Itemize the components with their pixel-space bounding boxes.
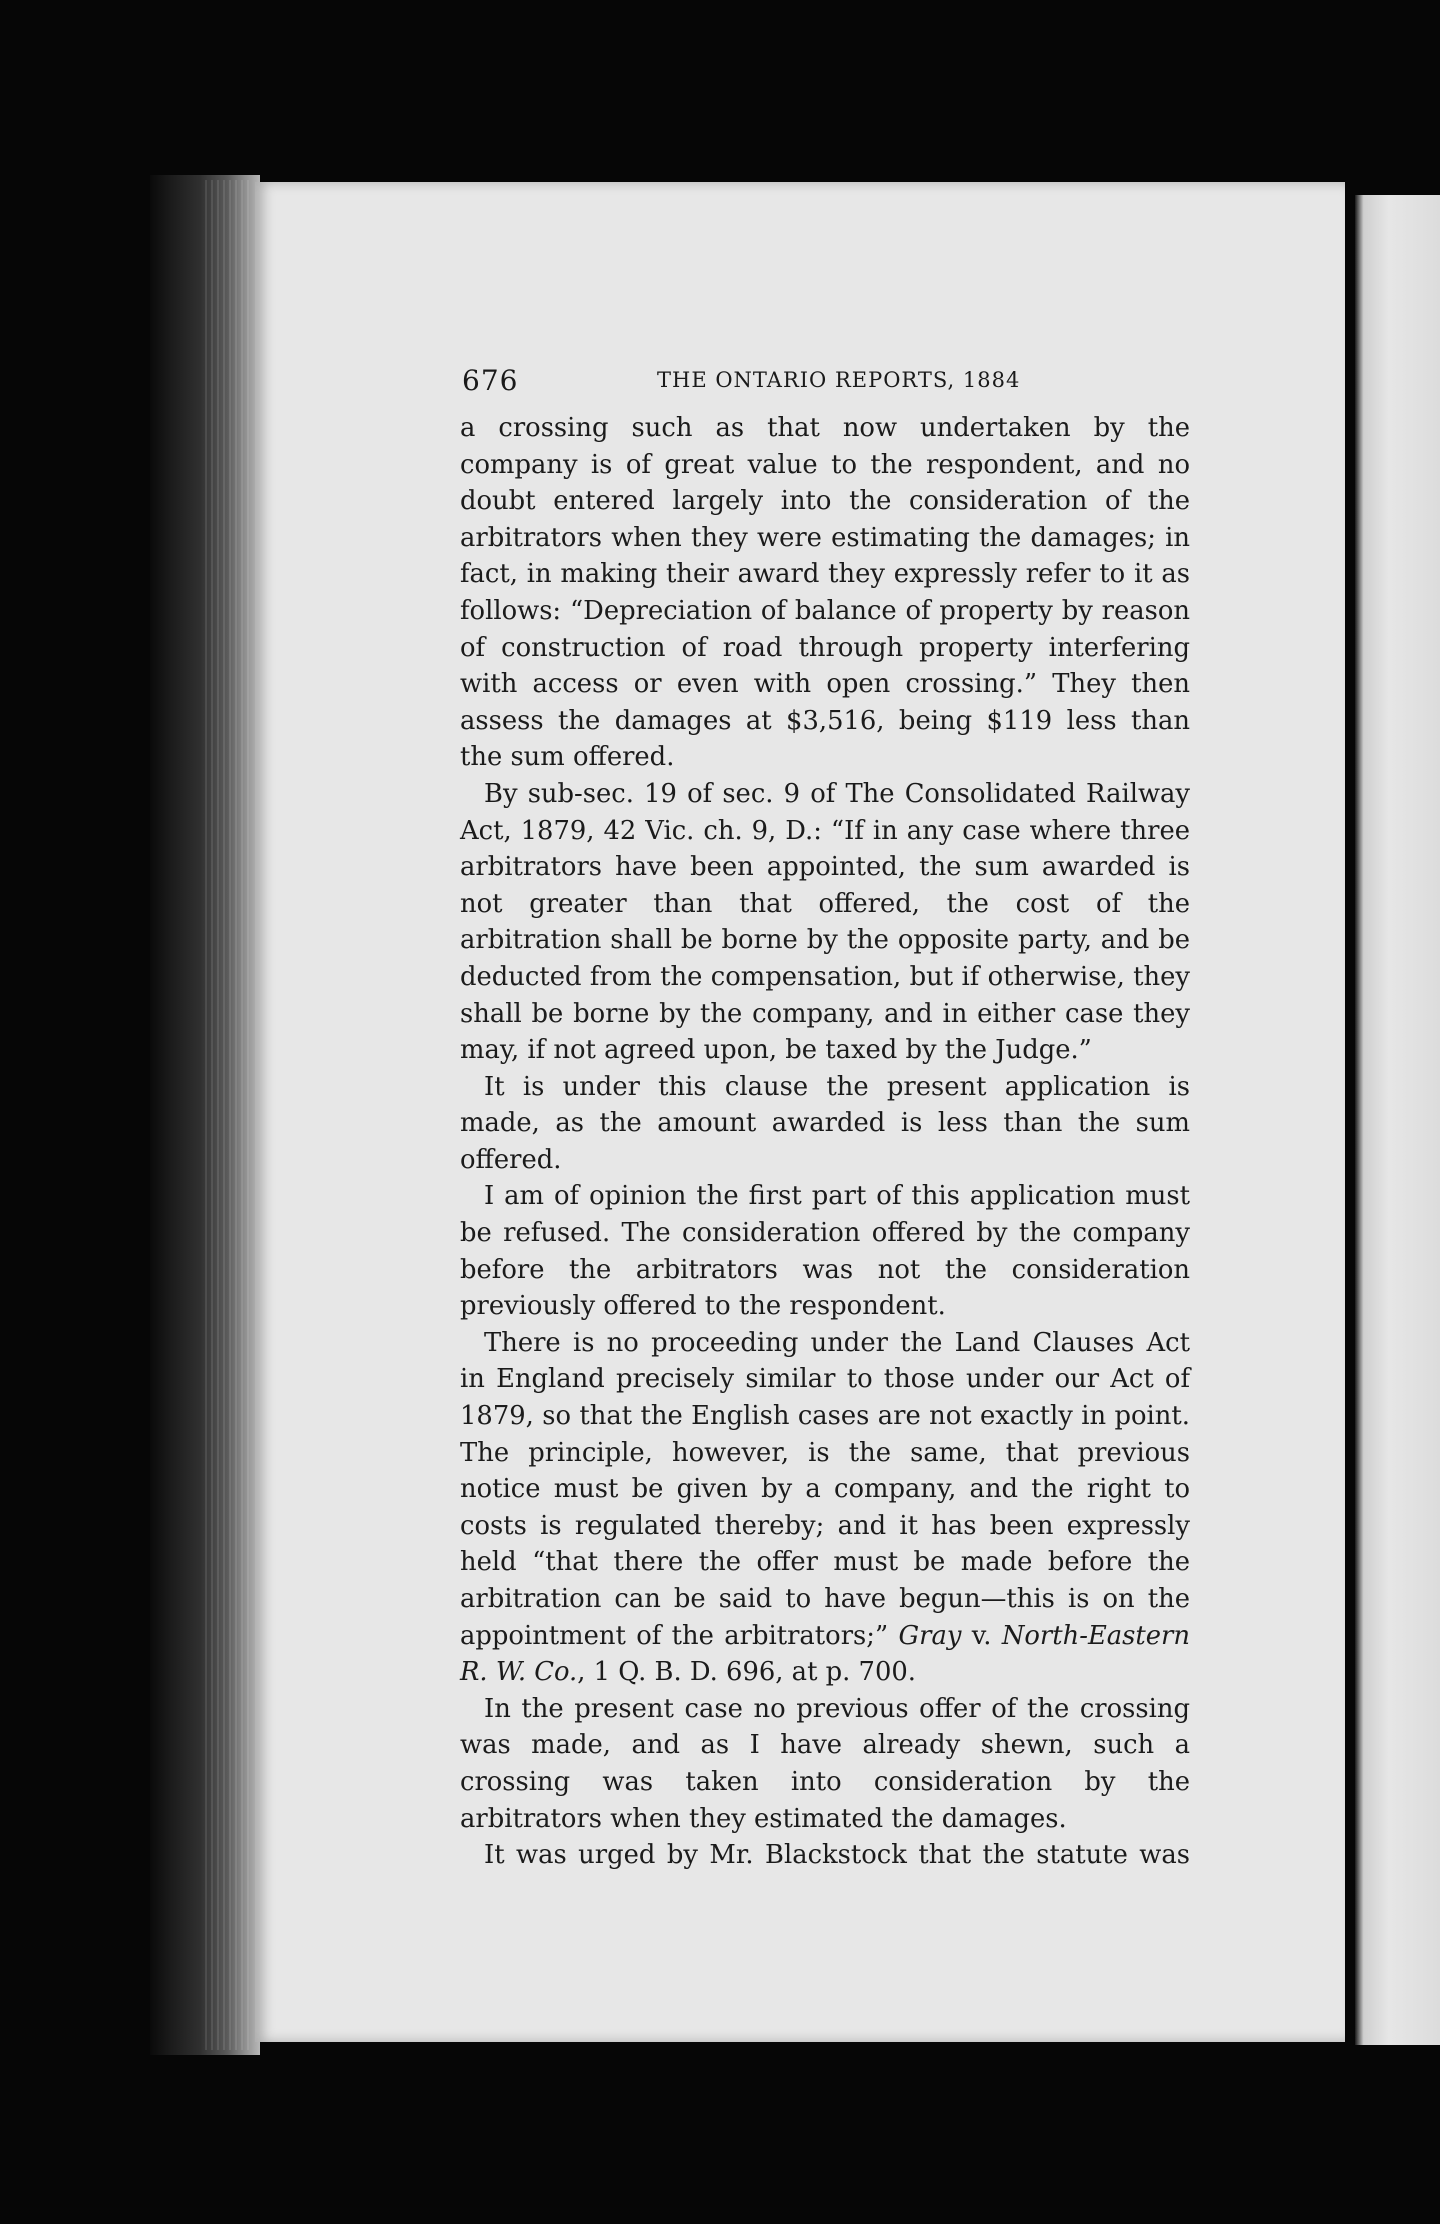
page-stack-edges: [205, 180, 250, 2050]
case-citation-name: Gray: [898, 1620, 962, 1651]
page-number: 676: [462, 364, 519, 397]
book-page: [255, 182, 1345, 2042]
running-head: THE ONTARIO REPORTS, 1884: [657, 368, 1021, 392]
paragraph-1: a crossing such as that now undertaken by the company is of great value to the respondent, and no doubt entered largely into the consideration of the arbitrators when they were estimating the damages; in fact, in making their award they expressly refer to it as follows: “Depreciation of balance of property by reason of construction of road through property interfering with access or even with open crossing.” They then assess the damages at $3,516, being $119 less than the sum offered.: [460, 413, 1190, 773]
paragraph-3: It is under this clause the present application is made, as the amount awarded is less than the sum offered.: [460, 1071, 1190, 1175]
paragraph-5-text: There is no proceeding under the Land Clauses Act in England precisely similar to those under our Act of 1879, so that the English cases are not exactly in point. The principle, however, is the same, that previous notice must be given by a company, and the right to costs is regulated thereby; and it has been expressly held “that there the offer must be made before the arbitration can be said to have begun—this is on the appointment of the arbitrators;”: [460, 1327, 1190, 1651]
paragraph-4: I am of opinion the first part of this application must be refused. The consideration offered by the company before the arbitrators was not the consideration previously offered to the respondent.: [460, 1181, 1190, 1322]
facing-page-edge: [1355, 195, 1440, 2045]
case-citation-party: North-Eastern R. W. Co.: [460, 1620, 1190, 1688]
case-citation-v: v.: [961, 1620, 1002, 1651]
page-header: [462, 364, 1252, 404]
paragraph-5: [460, 1325, 1190, 1691]
paragraph-2: By sub-sec. 19 of sec. 9 of The Consolidated Railway Act, 1879, 42 Vic. ch. 9, D.: “If in any case where three arbitrators have been appointed, the sum awarded is not greater than that offered, the cost of the arbitration shall be borne by the opposite party, and be deducted from the compensation, but if otherwise, they shall be borne by the company, and in either case they may, if not agreed upon, be taxed by the Judge.”: [460, 778, 1190, 1066]
body-text: [460, 410, 1190, 1874]
case-citation-reference: , 1 Q. B. D. 696, at p. 700.: [577, 1657, 916, 1688]
paragraph-6: In the present case no previous offer of the crossing was made, and as I have already shewn, such a crossing was taken into consideration by the arbitrators when they estimated the damages.: [460, 1693, 1190, 1834]
paragraph-7: It was urged by Mr. Blackstock that the statute was: [484, 1840, 1190, 1871]
